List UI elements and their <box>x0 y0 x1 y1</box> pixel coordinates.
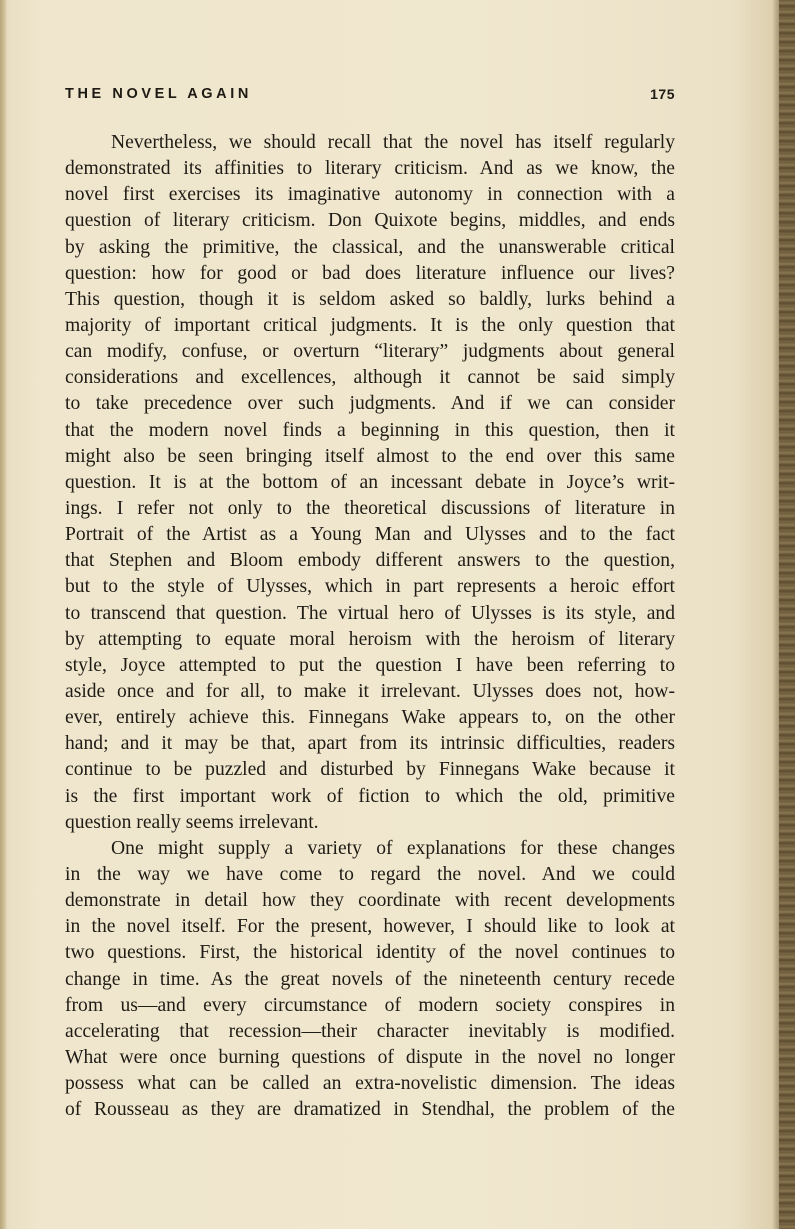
text-line: possess what can be called an extra-novelistic dimension. The ideas <box>65 1073 675 1095</box>
running-head-title: THE NOVEL AGAIN <box>65 86 252 102</box>
text-line: by asking the primitive, the classical, and the unanswerable critical <box>65 236 675 258</box>
page-stack-edge <box>779 0 795 1229</box>
text-line: in the way we have come to regard the novel. And we could <box>65 863 675 885</box>
text-line: hand; and it may be that, apart from its intrinsic difficulties, readers <box>65 733 675 755</box>
text-line: question really seems irrelevant. <box>65 811 319 833</box>
text-line: ever, entirely achieve this. Finnegans Wake appears to, on the other <box>65 707 675 729</box>
text-line: Portrait of the Artist as a Young Man and Ulysses and to the fact <box>65 524 675 546</box>
text-line: accelerating that recession—their character inevitably is modified. <box>65 1020 675 1042</box>
text-line: question: how for good or bad does literature influence our lives? <box>65 262 675 284</box>
body-text <box>65 130 675 1123</box>
text-line: majority of important critical judgments. It is the only question that <box>65 314 675 336</box>
text-line: Nevertheless, we should recall that the novel has itself regularly <box>111 132 675 153</box>
text-line: that Stephen and Bloom embody different answers to the question, <box>65 550 675 572</box>
text-line: change in time. As the great novels of the nineteenth century recede <box>65 968 675 990</box>
text-line: This question, though it is seldom asked so baldly, lurks behind a <box>65 288 675 310</box>
text-line: to take precedence over such judgments. And if we can consider <box>65 393 675 415</box>
text-line: style, Joyce attempted to put the question I have been referring to <box>65 654 675 676</box>
running-head <box>65 84 675 108</box>
text-line: is the first important work of fiction to which the old, primitive <box>65 785 675 807</box>
text-line: in the novel itself. For the present, however, I should like to look at <box>65 916 675 938</box>
text-line: What were once burning questions of dispute in the novel no longer <box>65 1046 675 1068</box>
text-line: from us—and every circumstance of modern society conspires in <box>65 994 675 1016</box>
text-line: considerations and excellences, although it cannot be said simply <box>65 367 675 389</box>
text-line: question. It is at the bottom of an incessant debate in Joyce’s writ- <box>65 471 675 493</box>
text-line: that the modern novel finds a beginning in this question, then it <box>65 419 675 441</box>
text-line: of Rousseau as they are dramatized in Stendhal, the problem of the <box>65 1099 675 1121</box>
text-line: by attempting to equate moral heroism with the heroism of literary <box>65 628 675 650</box>
text-line: can modify, confuse, or overturn “literary” judgments about general <box>65 341 675 363</box>
page-gutter <box>0 0 6 1229</box>
text-line: to transcend that question. The virtual hero of Ulysses is its style, and <box>65 602 675 624</box>
page-number: 175 <box>650 86 675 102</box>
text-line: novel first exercises its imaginative autonomy in connection with a <box>65 184 675 206</box>
text-line: might also be seen bringing itself almost to the end over this same <box>65 445 675 467</box>
text-line: two questions. First, the historical identity of the novel continues to <box>65 942 675 964</box>
text-line: continue to be puzzled and disturbed by Finnegans Wake because it <box>65 759 675 781</box>
text-line: demonstrate in detail how they coordinate with recent developments <box>65 890 675 912</box>
text-line: demonstrated its affinities to literary criticism. And as we know, the <box>65 158 675 180</box>
text-line: but to the style of Ulysses, which in part represents a heroic effort <box>65 576 675 598</box>
text-line: question of literary criticism. Don Quixote begins, middles, and ends <box>65 210 675 232</box>
text-line: ings. I refer not only to the theoretical discussions of literature in <box>65 497 675 519</box>
paragraph-2 <box>65 836 675 1124</box>
text-line: aside once and for all, to make it irrelevant. Ulysses does not, how- <box>65 680 675 702</box>
paragraph-1 <box>65 130 675 836</box>
text-line: One might supply a variety of explanations for these changes <box>111 837 675 859</box>
